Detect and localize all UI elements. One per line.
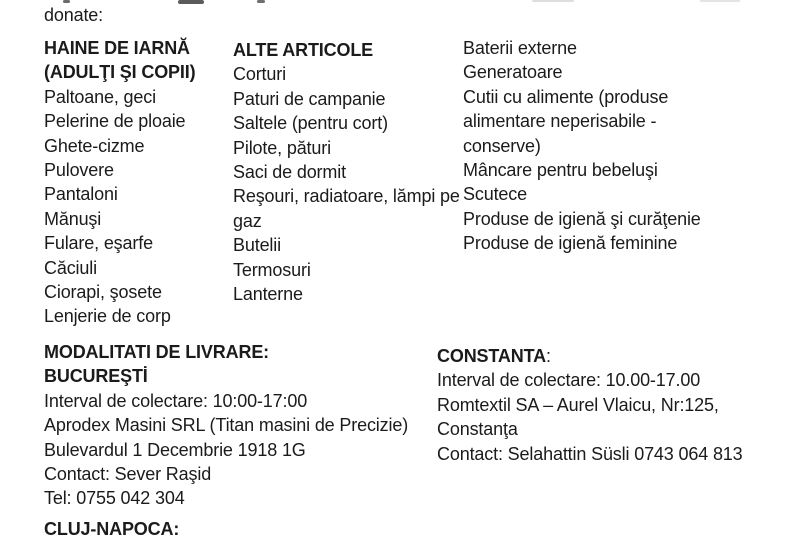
- list-item: Produse de igienă şi curăţenie: [463, 208, 701, 229]
- item-list: [233, 62, 465, 306]
- list-item: Saci de dormit: [233, 162, 346, 183]
- delivery-detail-line: Contact: Sever Raşid: [44, 464, 212, 485]
- city-name: CONSTANTA: [437, 346, 546, 366]
- list-item: Scutece: [463, 184, 527, 205]
- column-other-articles: [233, 38, 465, 306]
- city-heading-constanta: [437, 344, 769, 368]
- city-heading-bucuresti: [44, 364, 440, 388]
- city-name: CLUJ-NAPOCA: [44, 519, 174, 539]
- delivery-detail-line: Interval de colectare: 10:00-17:00: [44, 390, 308, 411]
- list-item: Paturi de campanie: [233, 88, 386, 109]
- column-heading: ALTE ARTICOLE: [233, 40, 374, 60]
- list-item: Generatoare: [463, 62, 563, 83]
- column-heading-list: [44, 36, 240, 85]
- delivery-detail-line: Aprodex Masini SRL (Titan masini de Precizie): [44, 415, 409, 436]
- list-item: Pilote, pături: [233, 137, 331, 158]
- column-heading-list: [233, 38, 465, 62]
- delivery-detail-line: Contact: Selahattin Süsli 0743 064 813: [437, 443, 743, 464]
- cropped-text-artifact: [700, 0, 740, 2]
- city-heading-suffix: :: [173, 519, 180, 539]
- list-item: Pelerine de ploaie: [44, 111, 186, 132]
- delivery-detail-line: Tel: 0755 042 304: [44, 488, 185, 509]
- list-item: Lenjerie de corp: [44, 306, 171, 327]
- list-item: Produse de igienă feminine: [463, 233, 678, 254]
- delivery-detail-line: Romtextil SA – Aurel Vlaicu, Nr:125, Constanţa: [437, 394, 719, 440]
- delivery-title: MODALITATI DE LIVRARE:: [44, 342, 270, 362]
- list-item: Pulovere: [44, 160, 114, 181]
- list-item: Pantaloni: [44, 184, 118, 205]
- list-item: Mâncare pentru bebeluşi: [463, 160, 658, 181]
- city-heading-cluj: [44, 517, 344, 541]
- cropped-text-artifact: [532, 0, 574, 2]
- column-misc-supplies: [463, 36, 737, 256]
- column-heading: HAINE DE IARNĂ: [44, 38, 190, 58]
- list-item: Lanterne: [233, 284, 303, 305]
- delivery-section-constanta: [437, 344, 769, 466]
- list-item: Ciorapi, şosete: [44, 282, 162, 303]
- list-item: Cutii cu alimente (produse alimentare neperisabile - conserve): [463, 86, 669, 156]
- list-item: Căciuli: [44, 257, 97, 278]
- list-item: Reşouri, radiatoare, lămpi pe gaz: [233, 186, 460, 231]
- delivery-detail-line: Interval de colectare: 10.00-17.00: [437, 370, 701, 391]
- list-item: Baterii externe: [463, 38, 577, 58]
- item-list: [463, 36, 737, 256]
- list-item: Saltele (pentru cort): [233, 113, 388, 134]
- list-item: Mănuşi: [44, 208, 102, 229]
- list-item: Paltoane, geci: [44, 86, 156, 107]
- list-item: Corturi: [233, 64, 286, 85]
- delivery-detail-list: [437, 368, 769, 466]
- list-item: Fulare, eşarfe: [44, 233, 153, 254]
- list-item: Termosuri: [233, 259, 311, 280]
- list-item: Ghete-cizme: [44, 135, 145, 156]
- delivery-detail-line: Bulevardul 1 Decembrie 1918 1G: [44, 439, 306, 460]
- intro-line: donate:: [44, 5, 104, 25]
- delivery-detail-list: [44, 389, 440, 511]
- item-list: [44, 85, 240, 329]
- delivery-section-bucuresti: [44, 340, 440, 511]
- list-item: Butelii: [233, 235, 281, 256]
- city-name: BUCUREŞTİ: [44, 366, 148, 387]
- column-heading: (ADULŢI ŞI COPII): [44, 62, 196, 83]
- city-heading-suffix: :: [545, 346, 551, 366]
- column-winter-clothes: [44, 36, 240, 329]
